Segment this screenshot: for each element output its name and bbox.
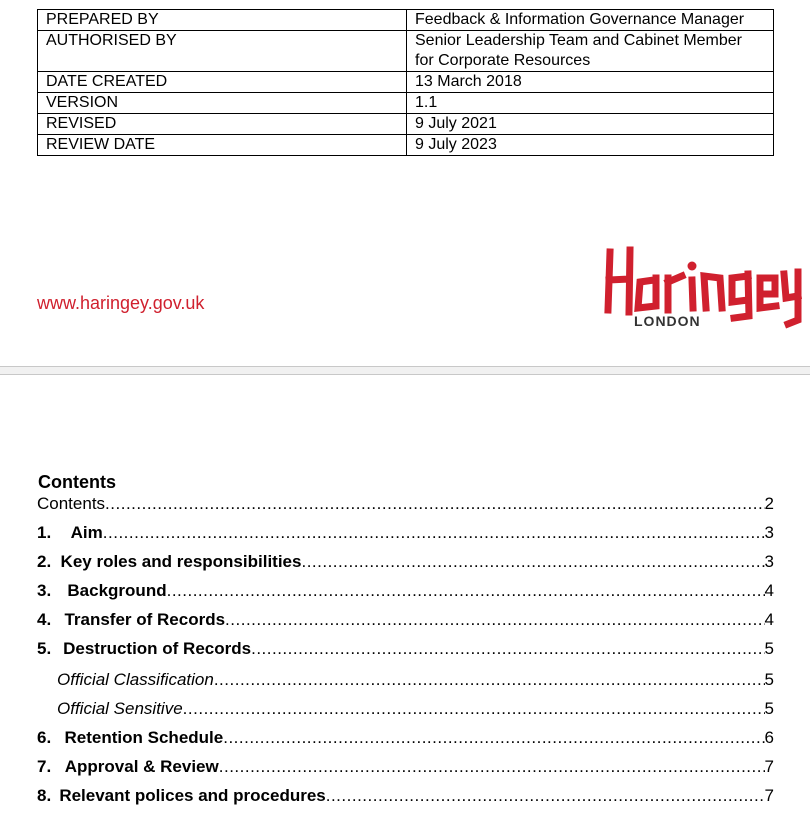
table-row — [38, 114, 774, 135]
toc-leader — [183, 698, 765, 720]
info-label: AUTHORISED BY — [38, 31, 407, 72]
toc-label: Aim — [70, 523, 103, 542]
page-2 — [0, 375, 810, 825]
toc-page-number: 3 — [764, 552, 774, 571]
table-row — [38, 135, 774, 156]
toc-entry-background[interactable] — [37, 580, 774, 602]
toc-page-number: 7 — [764, 786, 774, 805]
toc-number: 3. — [37, 581, 52, 600]
info-value: 9 July 2021 — [407, 114, 774, 135]
toc-page-number: 4 — [764, 581, 774, 600]
table-row — [38, 93, 774, 114]
info-value: 9 July 2023 — [407, 135, 774, 156]
info-value: Feedback & Information Governance Manager — [407, 10, 774, 31]
toc-entry-contents[interactable] — [37, 493, 774, 515]
info-label: VERSION — [38, 93, 407, 114]
info-value: 13 March 2018 — [407, 72, 774, 93]
toc-label: Destruction of Records — [63, 639, 252, 658]
toc-page-number: 6 — [764, 728, 774, 747]
toc-page-number: 2 — [764, 494, 774, 513]
toc-entry-retention[interactable] — [37, 727, 774, 749]
info-value: 1.1 — [407, 93, 774, 114]
info-label: DATE CREATED — [38, 72, 407, 93]
toc-label: Approval & Review — [64, 757, 219, 776]
table-row — [38, 31, 774, 72]
toc-page-number: 3 — [764, 523, 774, 542]
toc-entry-transfer[interactable] — [37, 609, 774, 631]
toc-number: 6. — [37, 728, 52, 747]
toc-entry-aim[interactable] — [37, 522, 774, 544]
table-row — [38, 72, 774, 93]
info-label: REVISED — [38, 114, 407, 135]
toc-leader — [214, 669, 765, 691]
toc-label: Transfer of Records — [64, 610, 226, 629]
toc-leader — [105, 493, 764, 515]
toc-leader — [301, 551, 764, 573]
toc-label: Official Classification — [57, 670, 214, 689]
toc-leader — [251, 638, 764, 660]
info-label: PREPARED BY — [38, 10, 407, 31]
page-1 — [0, 0, 810, 366]
toc-label: Relevant polices and procedures — [59, 786, 326, 805]
toc-label: Contents — [37, 494, 106, 513]
logo-dot — [688, 262, 697, 271]
toc-entry-official-sensitive[interactable] — [37, 698, 774, 720]
document-info-table — [37, 9, 774, 156]
toc-entry-key-roles[interactable] — [37, 551, 774, 573]
table-row — [38, 10, 774, 31]
toc-label: Retention Schedule — [64, 728, 224, 747]
toc-entry-approval[interactable] — [37, 756, 774, 778]
toc-number: 2. — [37, 552, 52, 571]
website-link[interactable]: www.haringey.gov.uk — [37, 293, 205, 313]
toc-page-number: 4 — [764, 610, 774, 629]
info-label: REVIEW DATE — [38, 135, 407, 156]
toc-number: 8. — [37, 786, 52, 805]
toc-label: Background — [67, 581, 167, 600]
toc-page-number: 7 — [764, 757, 774, 776]
logo-sub-text: LONDON — [634, 313, 701, 329]
info-value: Senior Leadership Team and Cabinet Member for Corporate Resources — [407, 31, 774, 72]
toc-number: 4. — [37, 610, 52, 629]
toc-label: Official Sensitive — [57, 699, 183, 718]
toc-label: Key roles and responsibilities — [60, 552, 302, 571]
toc-entry-destruction[interactable] — [37, 638, 774, 660]
toc-leader — [223, 727, 764, 749]
toc-number: 7. — [37, 757, 52, 776]
toc-page-number: 5 — [764, 670, 774, 689]
toc-number: 1. — [37, 523, 52, 542]
toc-leader — [103, 522, 765, 544]
toc-leader — [167, 580, 765, 602]
haringey-logo — [602, 246, 802, 330]
toc-leader — [219, 756, 765, 778]
toc-number: 5. — [37, 639, 52, 658]
toc-entry-official-classification[interactable] — [37, 669, 774, 691]
contents-title: Contents — [38, 472, 116, 492]
page-gap — [0, 366, 810, 375]
toc-leader — [326, 785, 765, 807]
toc-page-number: 5 — [764, 639, 774, 658]
toc-leader — [225, 609, 764, 631]
toc-entry-relevant-policies[interactable] — [37, 785, 774, 807]
toc-page-number: 5 — [764, 699, 774, 718]
